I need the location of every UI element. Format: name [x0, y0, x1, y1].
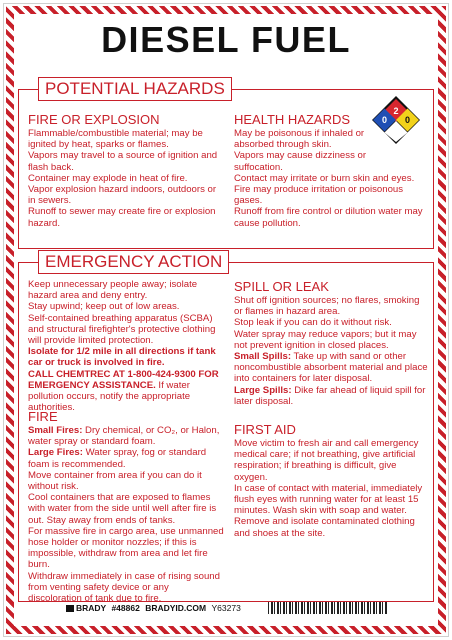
small-spills-paragraph — [234, 351, 430, 385]
fire-heading: FIRE — [28, 409, 58, 424]
spill-leak-heading: SPILL OR LEAK — [234, 279, 329, 294]
health-hazards-line: Runoff from fire control or dilution water may cause pollution. — [234, 206, 423, 229]
large-spills-text: Dike far ahead of liquid spill for later disposal. — [234, 384, 426, 407]
fire-explosion-line: Runoff to sewer may create fire or explosion hazard. — [28, 206, 216, 229]
spill-leak-line: Water spray may reduce vapors; but it may not prevent ignition in closed places. — [234, 328, 417, 351]
chemtrec-paragraph — [28, 369, 224, 414]
potential-hazards-heading: POTENTIAL HAZARDS — [38, 77, 232, 101]
small-fires-paragraph — [28, 425, 224, 447]
brand-name: BRADY — [76, 603, 107, 613]
small-spills-text: Take up with sand or other noncombustible absorbent material and place into containers for later disposal. — [234, 351, 428, 385]
spill-leak-line: Stop leak if you can do it without risk. — [234, 317, 392, 329]
large-fires-paragraph — [28, 447, 224, 469]
emergency-action-line: Self-contained breathing apparatus (SCBA) and structural firefighter's protective clothing will provide limited protection. — [28, 312, 216, 347]
spill-leak-text — [234, 295, 430, 407]
fire-line: Move container from area if you can do it without risk. — [28, 469, 202, 493]
fire-explosion-text — [28, 128, 220, 229]
first-aid-line: In case of contact with material, immediately flush eyes with running water for at least 15 minutes. Wash skin with soap and water. — [234, 482, 423, 517]
fire-line: Cool containers that are exposed to flames with water from the side until well after fire is out. Stay away from ends of tanks. — [28, 492, 217, 526]
nfpa-reactivity-value: 0 — [404, 115, 411, 125]
isolate-distance-note: Isolate for 1/2 mile in all directions if tank car or truck is involved in fire. — [28, 346, 216, 369]
fire-explosion-line: Vapor explosion hazard indoors, outdoors or in sewers. — [28, 184, 217, 207]
large-spills-paragraph — [234, 385, 430, 407]
chemtrec-phone: CALL CHEMTREC AT 1-800-424-9300 FOR EMERGENCY ASSISTANCE. — [28, 368, 219, 391]
nfpa-health-value: 0 — [381, 115, 388, 125]
health-hazards-line: Fire may produce irritation or poisonous gases. — [234, 184, 404, 207]
health-hazards-line: Vapors may cause dizziness or suffocation. — [234, 150, 367, 173]
product-code: Y63273 — [211, 603, 241, 613]
fire-explosion-line: Vapors may travel to a source of ignition and flash back. — [28, 150, 218, 173]
large-fires-label: Large Fires: — [28, 447, 83, 459]
emergency-action-line: Keep unnecessary people away; isolate hazard area and deny entry. — [28, 279, 198, 302]
emergency-action-heading: EMERGENCY ACTION — [38, 250, 229, 274]
fire-explosion-heading: FIRE OR EXPLOSION — [28, 112, 160, 127]
nfpa-flammability-value: 2 — [393, 106, 399, 116]
emergency-action-line: Stay upwind; keep out of low areas. — [28, 301, 180, 313]
fire-line: Withdraw immediately in case of rising sound from venting safety device or any discoloration of tank due to fire. — [28, 570, 220, 605]
sign-title: DIESEL FUEL — [101, 19, 351, 60]
brady-logo-icon — [66, 605, 74, 612]
health-hazards-line: May be poisonous if inhaled or absorbed through skin. — [234, 128, 365, 151]
barcode — [268, 602, 388, 614]
footer-brand-line — [66, 603, 241, 613]
large-fires-text: Water spray, fog or standard foam is recommended. — [28, 447, 207, 470]
fire-explosion-line: Container may explode in heat of fire. — [28, 172, 188, 184]
fire-explosion-line: Flammable/combustible material; may be ignited by heat, sparks or flames. — [28, 128, 203, 151]
nfpa-diamond-icon — [370, 94, 422, 146]
small-fires-text: Dry chemical, or CO₂, or Halon, water spray or standard foam. — [28, 425, 220, 448]
first-aid-line: Move victim to fresh air and call emergency medical care; if not breathing, give artificial respiration; if breathing is difficult, give oxygen. — [234, 438, 419, 483]
first-aid-line: Remove and isolate contaminated clothing and shoes at the site. — [234, 516, 415, 539]
health-hazards-line: Contact may irritate or burn skin and eyes. — [234, 172, 415, 184]
fire-line: For massive fire in cargo area, use unmanned hose holder or monitor nozzles; if this is impossible, withdraw from area and let fire burn. — [28, 525, 224, 571]
chemtrec-note: If water pollution occurs, notify the appropriate authorities. — [28, 379, 191, 414]
health-hazards-heading: HEALTH HAZARDS — [234, 112, 351, 127]
emergency-action-text — [28, 279, 224, 413]
large-spills-label: Large Spills: — [234, 384, 292, 396]
small-spills-label: Small Spills: — [234, 351, 292, 363]
website: BRADYID.COM — [145, 603, 207, 613]
first-aid-text — [234, 438, 430, 539]
spill-leak-line: Shut off ignition sources; no flares, smoking or flames in hazard area. — [234, 295, 420, 318]
part-number: #48862 — [111, 603, 140, 613]
first-aid-heading: FIRST AID — [234, 422, 296, 437]
fire-text — [28, 425, 224, 604]
small-fires-label: Small Fires: — [28, 425, 83, 436]
